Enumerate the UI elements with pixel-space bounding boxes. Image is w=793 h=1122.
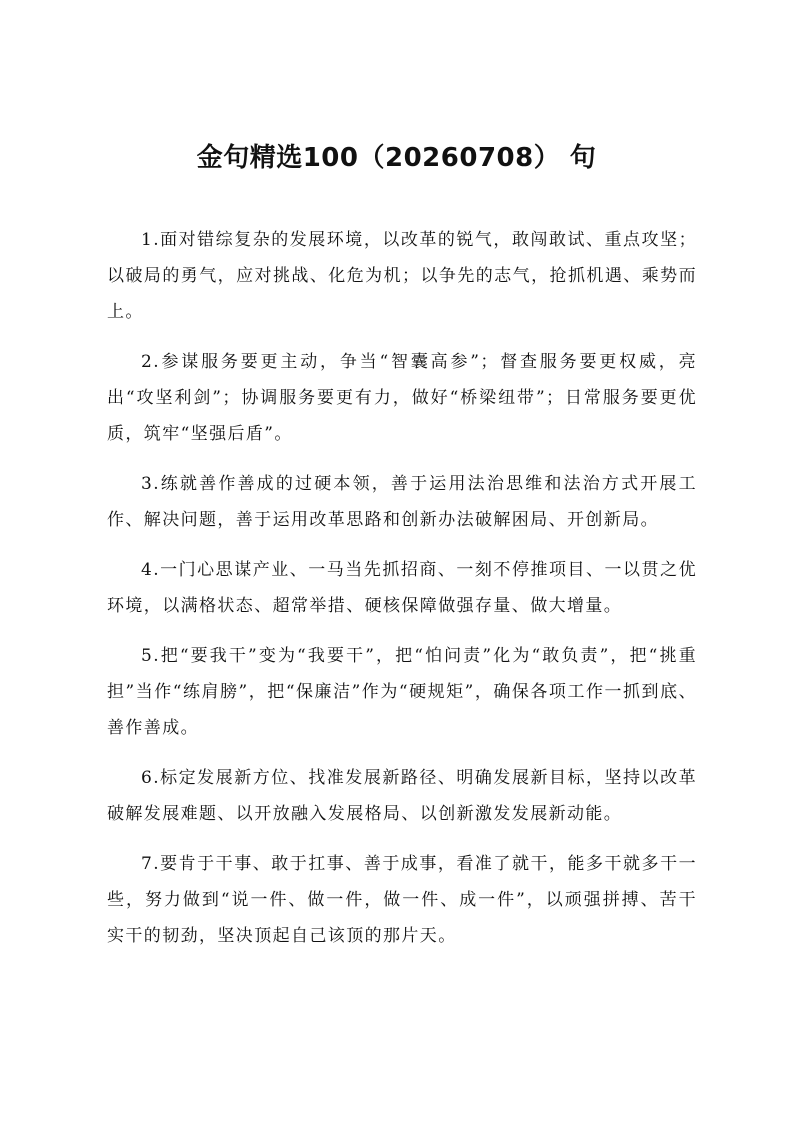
paragraph-3: 3.练就善作善成的过硬本领，善于运用法治思维和法治方式开展工作、解决问题，善于运用改革思路和创新办法破解困局、开创新局。 xyxy=(107,474,697,530)
document-title: 金句精选100（20260708） 句 xyxy=(196,143,597,173)
paragraph-5: 5.把“要我干”变为“我要干”，把“怕问责”化为“敢负责”，把“挑重担”当作“练肩膀”，把“保廉洁”作为“硬规矩”，确保各项工作一抓到底、善作善成。 xyxy=(107,646,697,738)
paragraph-6: 6.标定发展新方位、找准发展新路径、明确发展新目标，坚持以改革破解发展难题、以开放融入发展格局、以创新激发发展新动能。 xyxy=(107,768,697,824)
paragraph-4: 4.一门心思谋产业、一马当先抓招商、一刻不停推项目、一以贯之优环境，以满格状态、超常举措、硬核保障做强存量、做大增量。 xyxy=(107,560,697,616)
paragraph-1: 1.面对错综复杂的发展环境，以改革的锐气，敢闯敢试、重点攻坚；以破局的勇气，应对挑战、化危为机；以争先的志气，抢抓机遇、乘势而上。 xyxy=(107,230,697,322)
document-body xyxy=(107,222,697,968)
paragraph-2: 2.参谋服务要更主动，争当“智囊高参”；督查服务要更权威，亮出“攻坚利剑”；协调服务要更有力，做好“桥梁纽带”；日常服务要更优质，筑牢“坚强后盾”。 xyxy=(107,352,697,444)
paragraph-7: 7.要肯于干事、敢于扛事、善于成事，看准了就干，能多干就多干一些，努力做到“说一件、做一件，做一件、成一件”，以顽强拼搏、苦干实干的韧劲，坚决顶起自己该顶的那片天。 xyxy=(107,854,697,946)
